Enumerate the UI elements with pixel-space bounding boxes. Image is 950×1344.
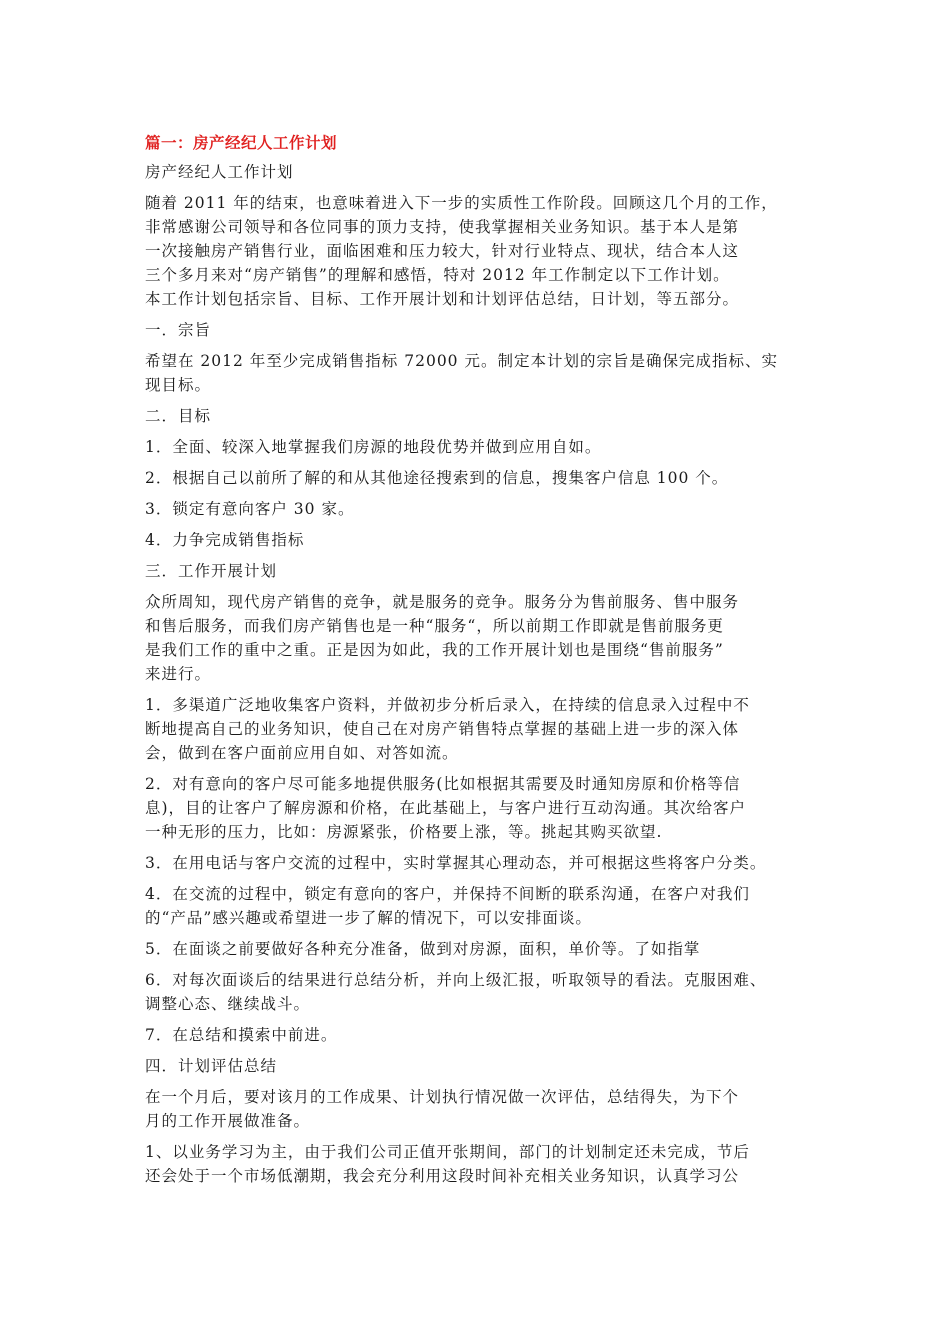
text-line: 一种无形的压力，比如：房源紧张，价格要上涨，等。挑起其购买欲望.: [145, 823, 663, 841]
section-heading-evaluation: 四．计划评估总结: [145, 1057, 278, 1075]
document-title: 篇一：房产经纪人工作计划: [145, 133, 338, 152]
evaluation-item: [145, 1140, 817, 1188]
section-heading-work-plan: 三．工作开展计划: [145, 562, 278, 580]
text-line: 5．在面谈之前要做好各种充分准备，做到对房源，面积，单价等。了如指掌: [145, 940, 701, 958]
text-line: 本工作计划包括宗旨、目标、工作开展计划和计划评估总结，日计划，等五部分。: [145, 290, 740, 308]
purpose-paragraph: [145, 349, 817, 397]
text-line: 2．对有意向的客户尽可能多地提供服务(比如根据其需要及时通知房原和价格等信: [145, 775, 741, 793]
work-plan-item: [145, 882, 817, 930]
text-line: 现目标。: [145, 376, 212, 394]
text-line: 是我们工作的重中之重。正是因为如此，我的工作开展计划也是围绕“售前服务”: [145, 641, 724, 659]
text-line: 月的工作开展做准备。: [145, 1112, 311, 1130]
evaluation-intro: [145, 1085, 817, 1133]
text-line: 非常感谢公司领导和各位同事的顶力支持，使我掌握相关业务知识。基于本人是第: [145, 218, 740, 236]
text-line: 三个多月来对“房产销售”的理解和感悟，特对 2012 年工作制定以下工作计划。: [145, 266, 730, 284]
text-line: 和售后服务，而我们房产销售也是一种“服务“，所以前期工作即就是售前服务更: [145, 617, 724, 635]
text-line: 3．在用电话与客户交流的过程中，实时掌握其心理动态，并可根据这些将客户分类。: [145, 854, 767, 872]
work-plan-item: [145, 693, 817, 765]
work-plan-item: [145, 968, 817, 1016]
goal-item: 3．锁定有意向客户 30 家。: [145, 500, 355, 518]
text-line: 一次接触房产销售行业，面临困难和压力较大，针对行业特点、现状，结合本人这: [145, 242, 740, 260]
section-heading-goals: 二．目标: [145, 407, 212, 425]
text-line: 随着 2011 年的结束，也意味着进入下一步的实质性工作阶段。回顾这几个月的工作，: [145, 194, 778, 212]
text-line: 断地提高自己的业务知识，使自己在对房产销售特点掌握的基础上进一步的深入体: [145, 720, 740, 738]
document-body: [145, 130, 817, 1195]
text-line: 4．在交流的过程中，锁定有意向的客户，并保持不间断的联系沟通，在客户对我们: [145, 885, 750, 903]
goal-item: 4．力争完成销售指标: [145, 531, 305, 549]
text-line: 7．在总结和摸索中前进。: [145, 1026, 338, 1044]
text-line: 1、以业务学习为主，由于我们公司正值开张期间，部门的计划制定还未完成，节后: [145, 1143, 750, 1161]
text-line: 的“产品”感兴趣或希望进一步了解的情况下，可以安排面谈。: [145, 909, 592, 927]
intro-paragraph: [145, 191, 817, 311]
text-line: 会，做到在客户面前应用自如、对答如流。: [145, 744, 459, 762]
text-line: 在一个月后，要对该月的工作成果、计划执行情况做一次评估，总结得失，为下个: [145, 1088, 740, 1106]
section-heading-purpose: 一．宗旨: [145, 321, 212, 339]
document-subtitle: 房产经纪人工作计划: [145, 163, 294, 181]
work-plan-intro: [145, 590, 817, 686]
goal-item: 2．根据自己以前所了解的和从其他途径搜索到的信息，搜集客户信息 100 个。: [145, 469, 729, 487]
text-line: 来进行。: [145, 665, 212, 683]
text-line: 6．对每次面谈后的结果进行总结分析，并向上级汇报，听取领导的看法。克服困难、: [145, 971, 767, 989]
text-line: 希望在 2012 年至少完成销售指标 72000 元。制定本计划的宗旨是确保完成指标、实: [145, 352, 778, 370]
work-plan-item: [145, 772, 817, 844]
work-plan-item: [145, 1023, 817, 1047]
text-line: 众所周知，现代房产销售的竞争，就是服务的竞争。服务分为售前服务、售中服务: [145, 593, 740, 611]
text-line: 息)，目的让客户了解房源和价格，在此基础上，与客户进行互动沟通。其次给客户: [145, 799, 747, 817]
work-plan-item: [145, 937, 817, 961]
work-plan-item: [145, 851, 817, 875]
goal-item: 1．全面、较深入地掌握我们房源的地段优势并做到应用自如。: [145, 438, 602, 456]
text-line: 1．多渠道广泛地收集客户资料，并做初步分析后录入，在持续的信息录入过程中不: [145, 696, 750, 714]
text-line: 还会处于一个市场低潮期，我会充分利用这段时间补充相关业务知识，认真学习公: [145, 1167, 740, 1185]
text-line: 调整心态、继续战斗。: [145, 995, 311, 1013]
